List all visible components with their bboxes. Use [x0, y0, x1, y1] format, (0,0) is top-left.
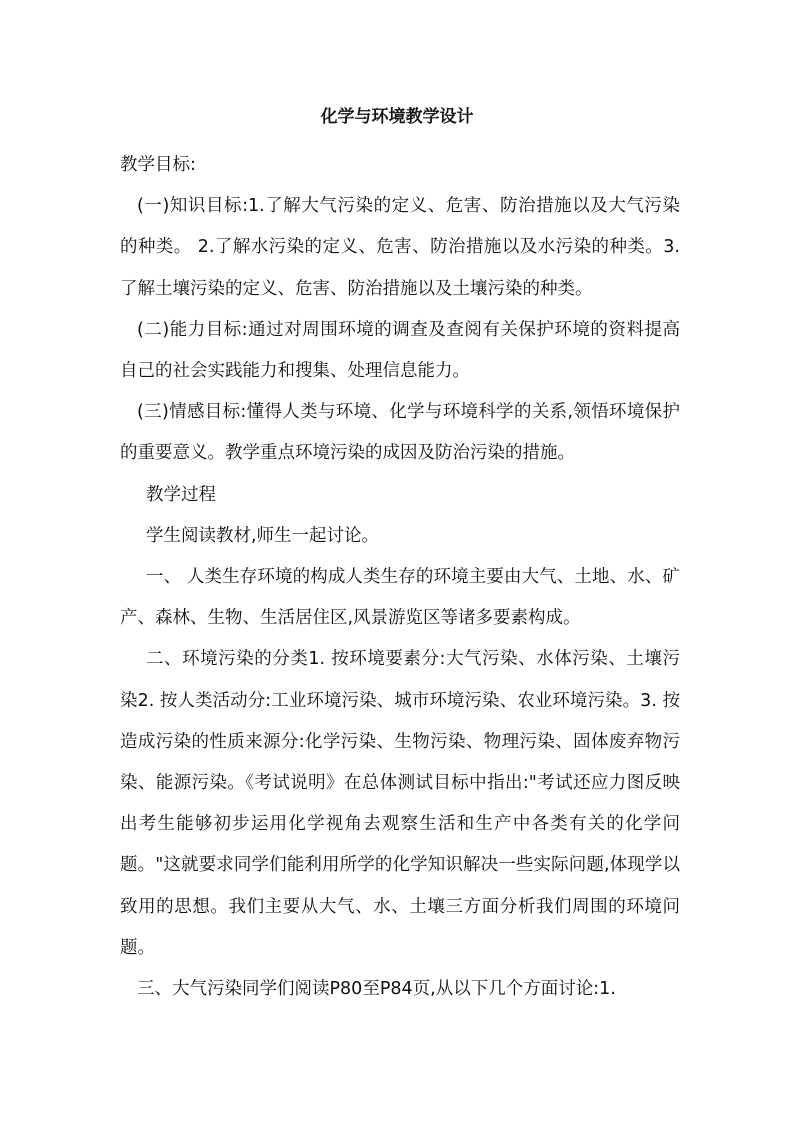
paragraph-teaching-process: 教学过程 [146, 484, 216, 505]
paragraph-knowledge-goals: (一)知识目标:1.了解大气污染的定义、危害、防治措施以及大气污染的种类。 2.了解水污染的定义、危害、防治措施以及水污染的种类。3.了解土壤污染的定义、危害、防治措施以及土壤污染的种类。 [120, 196, 680, 299]
paragraph-section-two: 二、环境污染的分类1. 按环境要素分:大气污染、水体污染、土壤污染2. 按人类活动分:工业环境污染、城市环境污染、农业环境污染。3. 按造成污染的性质来源分:化学污染、生物污染、物理污染、固体废弃物污染、能源污染。《考试说明》在总体测试目标中指出:"考试还应力图反映出考生能够初步运用化学视角去观察生活和生产中各类有关的化学问题。"这就要求同学们能利用所学的化学知识解决一些实际问题,体现学以致用的思想。我们主要从大气、水、土壤三方面分析我们周围的环境问题。 [120, 649, 680, 958]
paragraph-ability-goals: (二)能力目标:通过对周围环境的调查及查阅有关保护环境的资料提高自己的社会实践能力和搜集、处理信息能力。 [120, 319, 680, 382]
document-title: 化学与环境教学设计 [320, 107, 474, 127]
document-body [120, 145, 680, 1010]
paragraph-emotional-goals: (三)情感目标:懂得人类与环境、化学与环境科学的关系,领悟环境保护的重要意义。教学重点环境污染的成因及防治污染的措施。 [120, 402, 680, 464]
paragraph-student-reading: 学生阅读教材,师生一起讨论。 [146, 525, 380, 546]
paragraph-section-one: 一、 人类生存环境的构成人类生存的环境主要由大气、土地、水、矿产、森林、生物、生活居住区,风景游览区等诸多要素构成。 [120, 567, 680, 629]
paragraph-teaching-goals: 教学目标: [120, 155, 196, 175]
paragraph-section-three: 三、大气污染同学们阅读P80至P84页,从以下几个方面讨论:1. [137, 979, 616, 1000]
